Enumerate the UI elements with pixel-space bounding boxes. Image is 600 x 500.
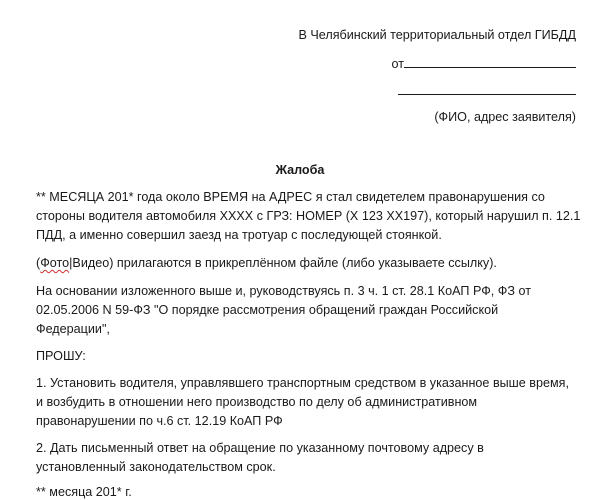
address-line — [398, 82, 576, 99]
paragraph-1-line-3: ПДД, а именно совершил заезд на тротуар с последующей стоянкой. — [36, 228, 442, 242]
item-2-line-2: установленный законодательством срок. — [36, 460, 276, 474]
paragraph-2 — [36, 255, 497, 271]
separator: | — [69, 256, 73, 270]
date-line: ** месяца 201* г. — [36, 485, 132, 499]
from-name-field — [404, 55, 576, 68]
document-title: Жалоба — [275, 163, 325, 177]
paragraph-1-line-2: стороны водителя автомобиля ХХХХ с ГРЗ: НОМЕР (Х 123 ХХ197), который нарушил п. 12.1 — [36, 209, 581, 223]
addressee-line: В Челябинский территориальный отдел ГИБДД — [298, 28, 576, 42]
address-field — [398, 82, 576, 95]
applicant-caption: (ФИО, адрес заявителя) — [434, 110, 576, 124]
paragraph-3-line-2: 02.05.2006 N 59-ФЗ "О порядке рассмотрения обращений граждан Российской — [36, 303, 499, 317]
video-word: Видео — [72, 256, 110, 270]
open-paren: ( — [36, 256, 41, 270]
foto-word: Фото — [40, 256, 70, 270]
paragraph-3-line-3: Федерации", — [36, 322, 110, 336]
item-2-line-1: 2. Дать письменный ответ на обращение по указанному почтовому адресу в — [36, 441, 484, 455]
item-1-line-1: 1. Установить водителя, управлявшего транспортным средством в указанное выше время, — [36, 376, 569, 390]
request-heading: ПРОШУ: — [36, 349, 86, 363]
paragraph-1-line-1: ** МЕСЯЦА 201* года около ВРЕМЯ на АДРЕС я стал свидетелем правонарушения со — [36, 190, 545, 204]
paragraph-2-rest: ) прилагаются в прикреплённом файле (либо указываете ссылку). — [109, 256, 497, 270]
from-label: от — [391, 57, 404, 71]
item-1-line-3: правонарушении по ч.6 ст. 12.19 КоАП РФ — [36, 414, 283, 428]
paragraph-3-line-1: На основании изложенного выше и, руководствуясь п. 3 ч. 1 ст. 28.1 КоАП РФ, ФЗ от — [36, 284, 531, 298]
from-line — [392, 55, 577, 72]
item-1-line-2: и возбудить в отношении него производство по делу об административном — [36, 395, 478, 409]
